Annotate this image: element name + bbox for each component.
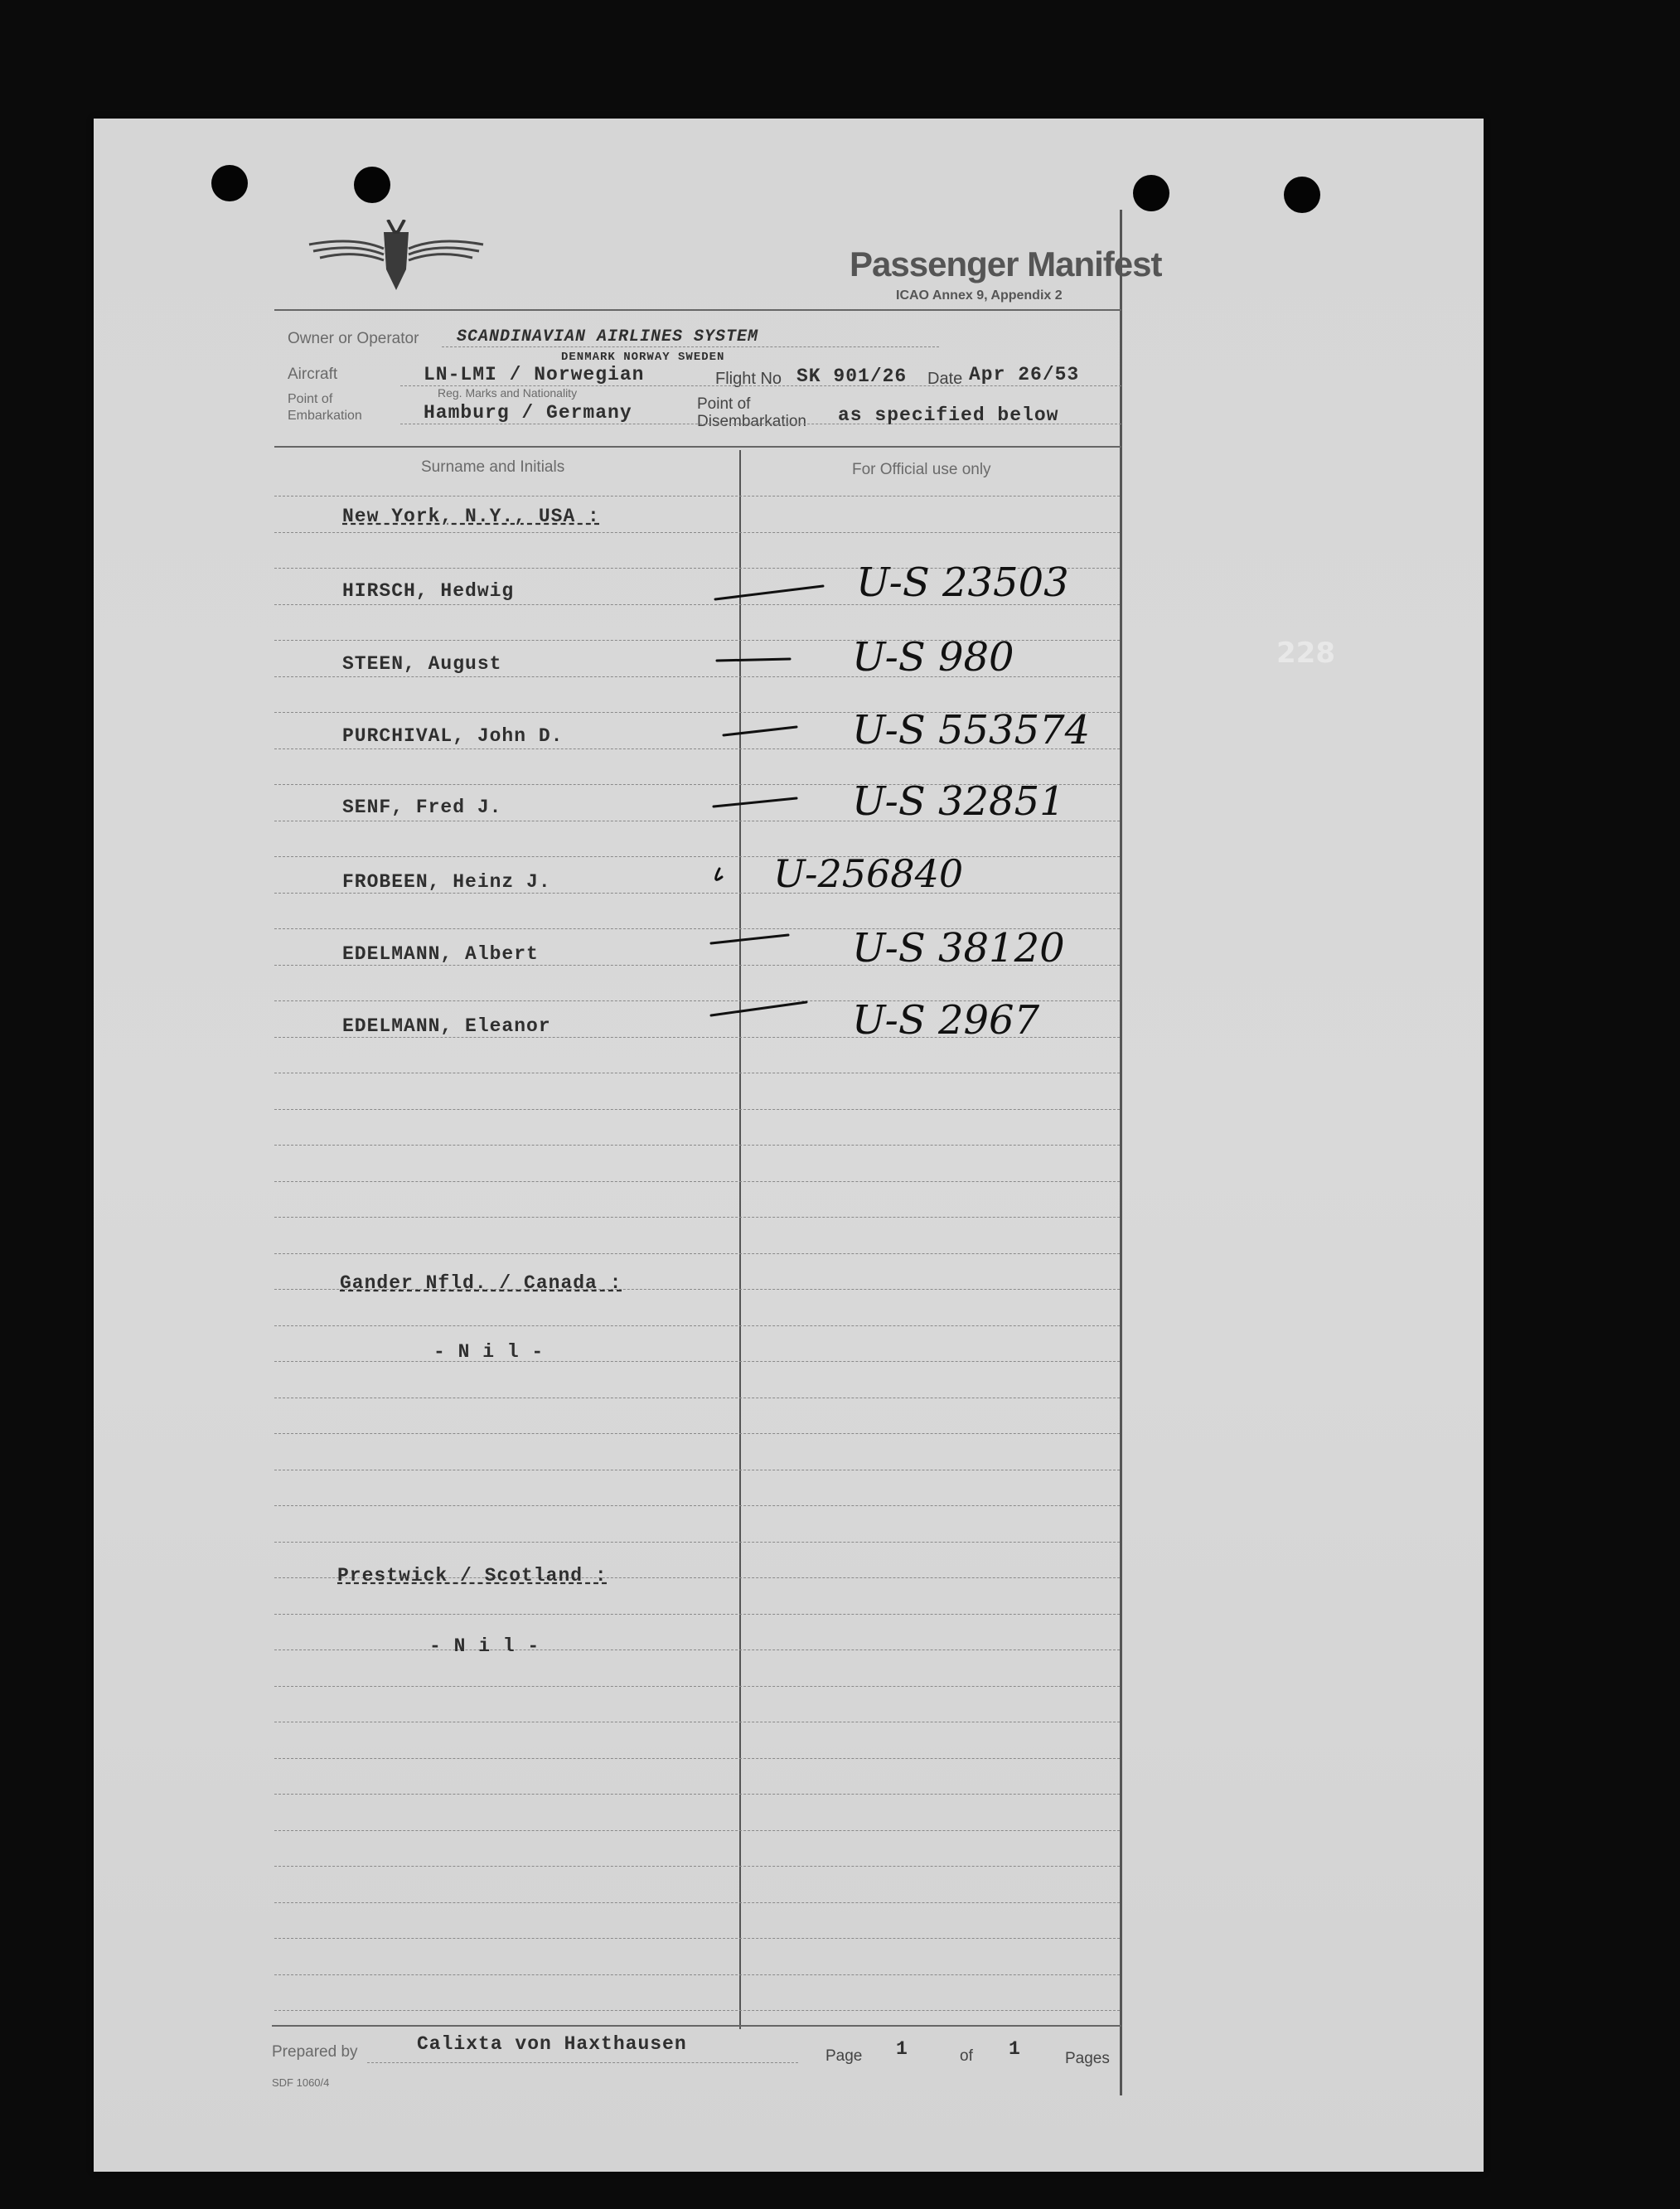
column-header-official: For Official use only: [852, 461, 991, 478]
punch-hole: [354, 167, 390, 203]
passenger-official: U-S 980: [852, 634, 1014, 681]
passenger-name: PURCHIVAL, John D.: [342, 725, 564, 747]
check-marks: [707, 558, 922, 1055]
pages-label: Pages: [1065, 2050, 1110, 2067]
passenger-name: EDELMANN, Albert: [342, 943, 539, 965]
aircraft-label: Aircraft: [288, 366, 338, 383]
ruled-line: [274, 1758, 1120, 1759]
ruled-line: [274, 2010, 1120, 2011]
disembark-label-1: Point of: [697, 395, 751, 413]
ruled-line: [274, 496, 1120, 497]
ruled-line: [274, 1866, 1120, 1867]
passenger-official: U-S 2967: [852, 997, 1040, 1044]
flight-value: SK 901/26: [796, 366, 908, 387]
ruled-line: [274, 1433, 1120, 1434]
date-label: Date: [927, 370, 963, 388]
prepared-value: Calixta von Haxthausen: [417, 2033, 687, 2055]
date-value: Apr 26/53: [969, 364, 1080, 385]
passenger-name: EDELMANN, Eleanor: [342, 1015, 551, 1037]
punch-hole: [1133, 175, 1169, 211]
ruled-line: [274, 1253, 1120, 1254]
punch-hole: [1284, 177, 1320, 213]
ruled-line: [274, 1938, 1120, 1939]
footer-rule: [272, 2025, 1121, 2027]
ruled-line: [274, 1542, 1120, 1543]
reg-marks-label: Reg. Marks and Nationality: [438, 386, 578, 400]
prepared-rule: [367, 2062, 798, 2063]
ruled-line: [274, 1505, 1120, 1506]
ruled-line: [274, 532, 1120, 533]
ruled-line: [274, 1325, 1120, 1326]
passenger-official: U-256840: [773, 851, 964, 896]
section-gander: Gander Nfld. / Canada :: [340, 1272, 622, 1294]
owner-countries: DENMARK NORWAY SWEDEN: [561, 351, 725, 364]
form-code: SDF 1060/4: [272, 2076, 330, 2089]
passenger-name: SENF, Fred J.: [342, 797, 502, 818]
section-gander-nil: - N i l -: [433, 1341, 545, 1363]
ruled-line: [274, 1794, 1120, 1795]
manifest-paper: [94, 119, 1484, 2172]
section-prestwick: Prestwick / Scotland :: [337, 1565, 608, 1587]
owner-label: Owner or Operator: [288, 330, 419, 347]
ruled-line: [274, 1649, 1120, 1650]
ruled-line: [274, 1686, 1120, 1687]
ruled-line: [274, 856, 1120, 857]
of-value: 1: [1009, 2038, 1021, 2060]
passenger-official: U-S 38120: [852, 925, 1065, 971]
ruled-line: [274, 1830, 1120, 1831]
of-label: of: [960, 2047, 973, 2065]
manifest-subtitle: ICAO Annex 9, Appendix 2: [896, 288, 1063, 303]
punch-hole: [211, 165, 248, 201]
flight-label: Flight No: [715, 370, 782, 388]
passenger-name: HIRSCH, Hedwig: [342, 580, 515, 602]
passenger-name: STEEN, August: [342, 653, 502, 675]
section-prestwick-nil: - N i l -: [429, 1635, 540, 1657]
section-new-york: New York, N.Y., USA :: [342, 506, 600, 527]
aircraft-rule: [400, 385, 1121, 386]
column-header-rule-top: [274, 446, 1121, 448]
page-stamp: 228: [1276, 637, 1335, 670]
disembark-value: as specified below: [838, 404, 1059, 426]
owner-value: SCANDINAVIAN AIRLINES SYSTEM: [457, 327, 759, 346]
page-label: Page: [825, 2047, 863, 2065]
header-rule: [274, 309, 1121, 311]
passenger-official: U-S 23503: [856, 560, 1069, 606]
manifest-title: Passenger Manifest: [850, 245, 1162, 283]
ruled-line: [274, 1361, 1120, 1362]
page-value: 1: [896, 2038, 908, 2060]
ruled-line: [274, 1902, 1120, 1903]
prepared-label: Prepared by: [272, 2043, 358, 2061]
airline-logo-icon: [305, 220, 487, 294]
ruled-line: [274, 1614, 1120, 1615]
passenger-official: U-S 32851: [852, 778, 1065, 825]
embark-value: Hamburg / Germany: [424, 402, 632, 424]
embark-label-1: Point of: [288, 392, 333, 406]
ruled-line: [274, 893, 1120, 894]
column-header-surname: Surname and Initials: [421, 458, 565, 476]
passenger-name: FROBEEN, Heinz J.: [342, 871, 551, 893]
ruled-line: [274, 1217, 1120, 1218]
disembark-label-2: Disembarkation: [697, 413, 806, 430]
embark-label-2: Embarkation: [288, 409, 362, 423]
passenger-official: U-S 553574: [852, 707, 1091, 753]
ruled-line: [274, 1181, 1120, 1182]
ruled-line: [274, 1109, 1120, 1110]
owner-rule: [442, 346, 939, 347]
aircraft-value: LN-LMI / Norwegian: [424, 364, 645, 385]
ruled-line: [274, 1145, 1120, 1146]
right-border: [1120, 210, 1122, 2095]
ruled-line: [274, 1974, 1120, 1975]
